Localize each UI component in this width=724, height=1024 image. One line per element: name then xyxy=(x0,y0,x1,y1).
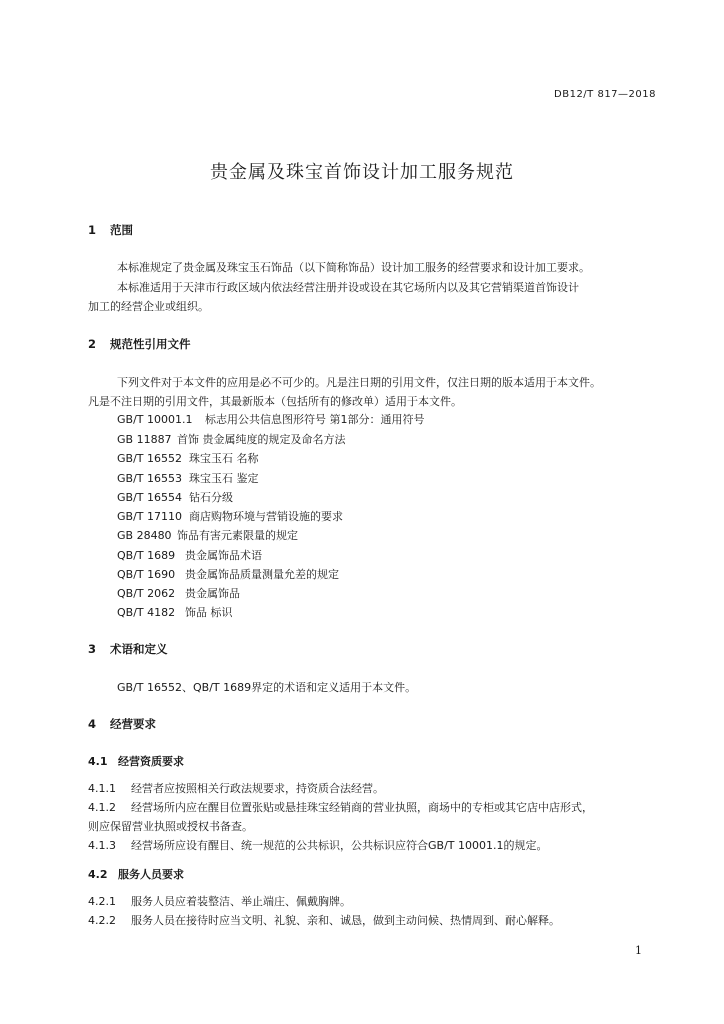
reference-item xyxy=(117,585,240,601)
section-3-para-line: GB/T 16552、QB/T 1689界定的术语和定义适用于本文件。 xyxy=(117,681,417,694)
reference-code: GB/T 16553 xyxy=(117,472,182,485)
subsection-title: 经营资质要求 xyxy=(118,755,184,768)
section-title: 范围 xyxy=(110,223,133,237)
reference-name: 钻石分级 xyxy=(189,491,233,504)
reference-item xyxy=(117,431,346,447)
section-2-para-line: 凡是不注日期的引用文件，其最新版本（包括所有的修改单）适用于本文件。 xyxy=(88,395,462,408)
standard-code: DB12/T 817—2018 xyxy=(554,89,656,100)
clause-number: 4.1.1 xyxy=(88,782,116,795)
reference-code: GB/T 16554 xyxy=(117,491,182,504)
subsection-number: 4.1 xyxy=(88,755,108,768)
reference-code: GB/T 10001.1 xyxy=(117,413,193,426)
reference-item xyxy=(117,547,262,563)
reference-name: 商店购物环境与营销设施的要求 xyxy=(189,510,343,523)
section-3-heading xyxy=(88,641,168,657)
section-title: 术语和定义 xyxy=(110,642,168,656)
reference-name: 贵金属饰品术语 xyxy=(185,549,262,562)
subsection-4-2-heading xyxy=(88,866,184,882)
clause-number: 4.2.2 xyxy=(88,914,116,927)
reference-item xyxy=(117,450,259,466)
section-1-heading xyxy=(88,222,133,238)
clause-text: 经营场所内应在醒目位置张贴或悬挂珠宝经销商的营业执照，商场中的专柜或其它店中店形式， xyxy=(131,801,593,814)
section-title: 经营要求 xyxy=(110,717,156,731)
reference-name: 饰品有害元素限量的规定 xyxy=(177,529,298,542)
clause-4-1-2 xyxy=(88,799,593,815)
reference-code: QB/T 4182 xyxy=(117,606,176,619)
reference-item xyxy=(117,411,425,427)
reference-name: 首饰 贵金属纯度的规定及命名方法 xyxy=(177,433,346,446)
reference-code: GB/T 17110 xyxy=(117,510,182,523)
section-2-heading xyxy=(88,336,191,352)
reference-item xyxy=(117,470,259,486)
clause-4-2-2 xyxy=(88,912,560,928)
reference-name: 珠宝玉石 鉴定 xyxy=(189,472,259,485)
clause-number: 4.1.3 xyxy=(88,839,116,852)
reference-code: QB/T 2062 xyxy=(117,587,176,600)
document-title: 贵金属及珠宝首饰设计加工服务规范 xyxy=(210,162,514,183)
subsection-number: 4.2 xyxy=(88,868,108,881)
reference-code: GB 28480 xyxy=(117,529,172,542)
page-number: 1 xyxy=(635,944,642,957)
reference-code: QB/T 1689 xyxy=(117,549,176,562)
clause-text: 经营者应按照相关行政法规要求，持资质合法经营。 xyxy=(131,782,384,795)
clause-number: 4.2.1 xyxy=(88,895,116,908)
section-number: 4 xyxy=(88,717,97,731)
reference-code: QB/T 1690 xyxy=(117,568,176,581)
reference-name: 贵金属饰品质量测量允差的规定 xyxy=(185,568,339,581)
section-1-para-line: 加工的经营企业或组织。 xyxy=(88,300,209,313)
reference-item xyxy=(117,566,339,582)
clause-number: 4.1.2 xyxy=(88,801,116,814)
reference-item xyxy=(117,489,233,505)
subsection-4-1-heading xyxy=(88,753,184,769)
clause-4-1-2-continuation: 则应保留营业执照或授权书备查。 xyxy=(88,820,253,833)
section-2-para-line: 下列文件对于本文件的应用是必不可少的。凡是注日期的引用文件，仅注日期的版本适用于本文件。 xyxy=(117,376,601,389)
clause-text: 经营场所应设有醒目、统一规范的公共标识，公共标识应符合GB/T 10001.1的规定。 xyxy=(131,839,548,852)
clause-4-1-1 xyxy=(88,780,384,796)
reference-item xyxy=(117,527,298,543)
reference-name: 珠宝玉石 名称 xyxy=(189,452,259,465)
section-title: 规范性引用文件 xyxy=(110,337,191,351)
section-number: 3 xyxy=(88,642,97,656)
reference-item xyxy=(117,604,233,620)
section-1-para-line: 本标准适用于天津市行政区域内依法经营注册并设或设在其它场所内以及其它营销渠道首饰设计 xyxy=(117,281,579,294)
reference-name: 贵金属饰品 xyxy=(185,587,240,600)
clause-4-2-1 xyxy=(88,893,351,909)
reference-name: 标志用公共信息图形符号 第1部分：通用符号 xyxy=(205,413,425,426)
section-1-para-line: 本标准规定了贵金属及珠宝玉石饰品（以下简称饰品）设计加工服务的经营要求和设计加工要求。 xyxy=(117,261,590,274)
reference-code: GB/T 16552 xyxy=(117,452,182,465)
clause-text: 服务人员在接待时应当文明、礼貌、亲和、诚恳，做到主动问候、热情周到、耐心解释。 xyxy=(131,914,560,927)
reference-name: 饰品 标识 xyxy=(185,606,233,619)
section-4-heading xyxy=(88,716,156,732)
subsection-title: 服务人员要求 xyxy=(118,868,184,881)
reference-code: GB 11887 xyxy=(117,433,172,446)
reference-item xyxy=(117,508,343,524)
clause-text: 服务人员应着装整洁、举止端庄、佩戴胸牌。 xyxy=(131,895,351,908)
section-number: 2 xyxy=(88,337,97,351)
section-number: 1 xyxy=(88,223,97,237)
clause-4-1-3 xyxy=(88,837,547,853)
